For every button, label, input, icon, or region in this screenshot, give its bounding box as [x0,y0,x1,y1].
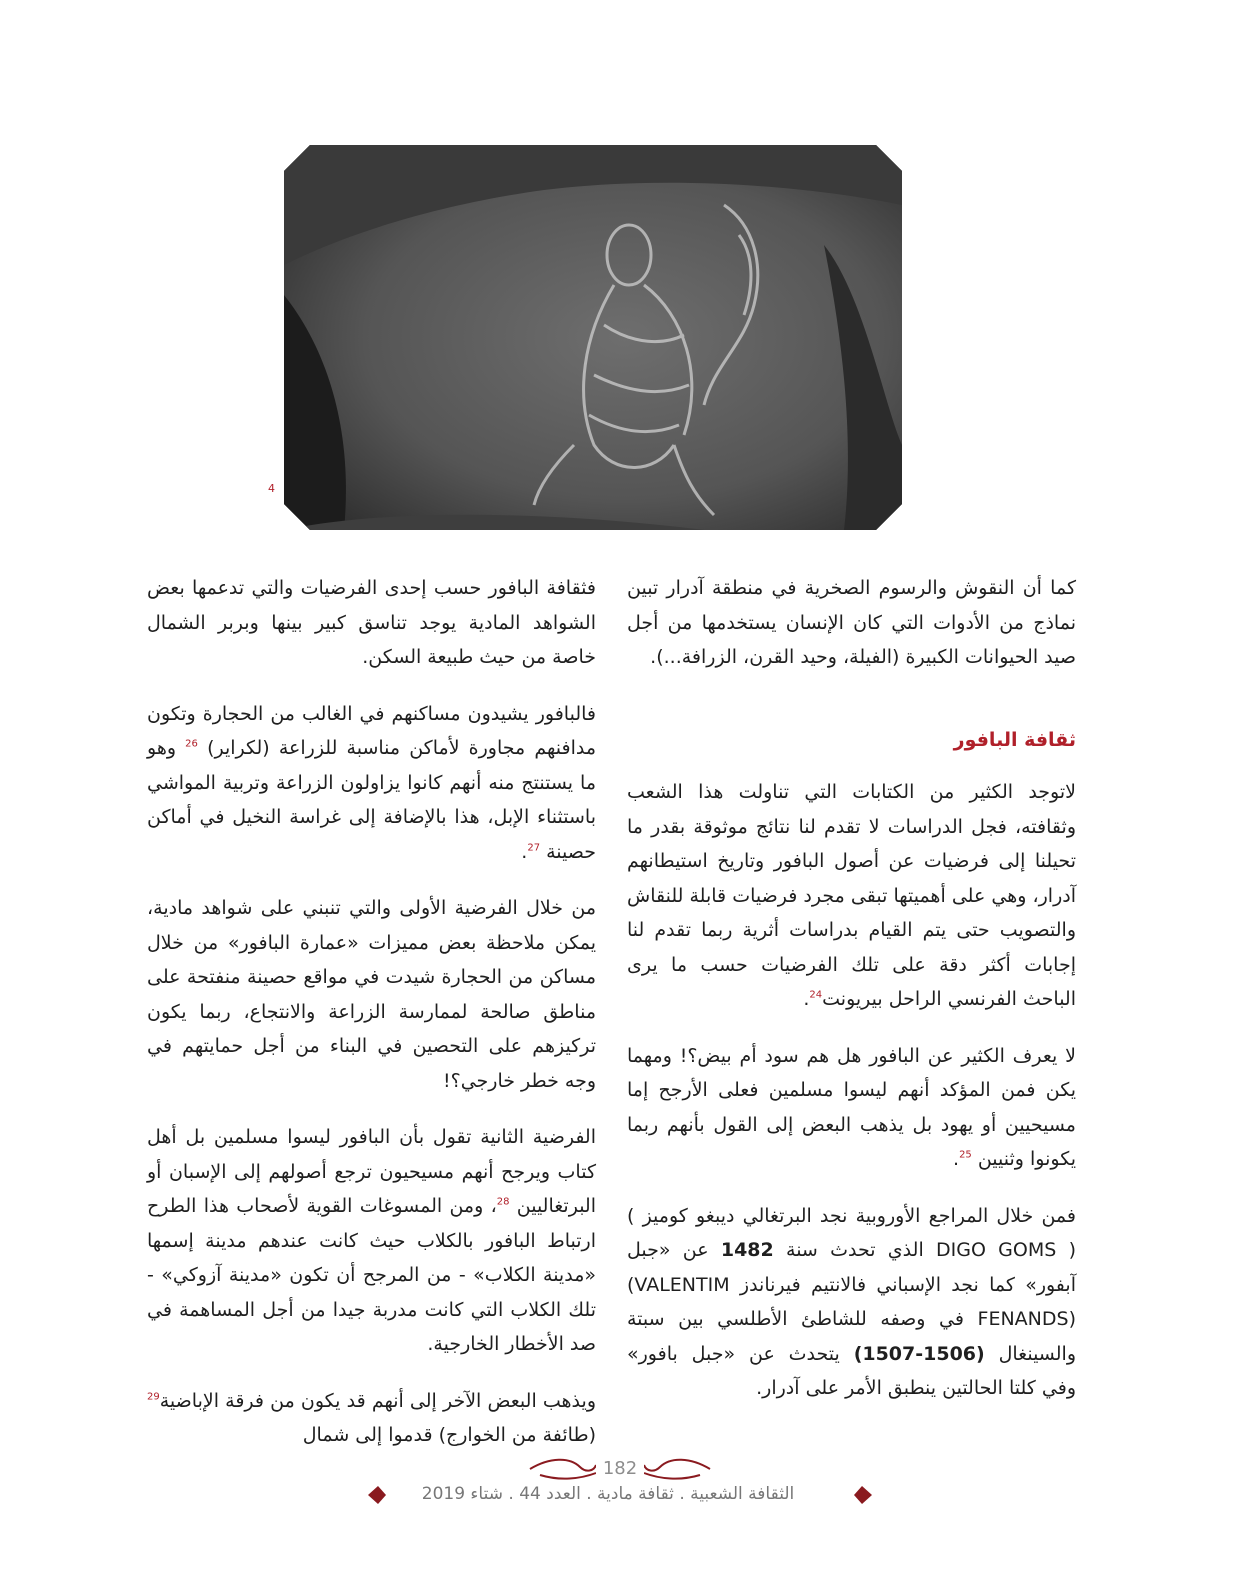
footnote-ref[interactable]: 24 [809,989,823,1001]
paragraph-text: فالبافور يشيدون مساكنهم في الغالب من الحجارة وتكون مدافنهم مجاورة لأماكن مناسبة للزراعة (لكراير) [147,702,597,759]
paragraph-text: (طائفة من الخوارج) قدموا إلى شمال [302,1424,596,1446]
footnote-ref[interactable]: 29 [147,1391,160,1403]
left-text-column [147,571,596,1475]
diamond-right-icon [854,1486,872,1504]
paragraph-text: يتحدث عن «جبل بافور» وفي كلتا الحالتين ينطبق الأمر على آدرار. [627,1342,1076,1399]
paragraph-text: فمن خلال المراجع الأوروبية نجد البرتغالي ديبغو كوميز [642,1204,1076,1227]
intro-paragraph [627,571,1076,675]
right-text-column [627,571,1076,1428]
footnote-ref[interactable]: 25 [959,1149,972,1161]
year: 1482 [720,1239,774,1261]
paragraph-text: ، ومن المسوغات القوية لأصحاب هذا الطرح ارتباط البافور بالكلاب حيث كانت عندهم مدينة إسمها «مدينة الكلاب» - من المرجح أن تكون «مدينة آزوكي» - تلك الكلاب التي كانت مدربة جيدا من أجل المساهمة في صد الأخطار الخارجية. [147,1195,596,1355]
rock-art-image [284,145,902,530]
footnote-ref[interactable]: 27 [527,842,541,854]
paragraph-text: الفرضية الثانية تقول بأن البافور ليسوا مسلمين بل أهل كتاب ويرجح أنهم مسيحيون ترجع أصولهم إلى الإسبان أو البرتغاليين [147,1126,596,1217]
latin-name: (VALENTIM FENANDS) [627,1273,1076,1330]
paragraph-text: لا يعرف الكثير عن البافور هل هم سود أم بيض؟! ومهما يكن فمن المؤكد أنهم ليسوا مسلمين فعلى الأرجح إما مسيحيين أو يهود بل يذهب البعض إلى القول بأنهم ربما يكونوا وثنيين [627,1044,1076,1170]
section-heading: ثقافة البافور [953,728,1076,751]
paragraph-text: في وصفه للشاطئ الأطلسي بين سبتة والسينغال [627,1308,1076,1365]
paragraph: من خلال الفرضية الأولى والتي تنبني على شواهد مادية، يمكن ملاحظة بعض مميزات «عمارة البافور» من خلال مساكن من الحجارة شيدت في مواقع حصينة منفتحة على مناطق صالحة لممارسة الزراعة والانتجاع، ربما يكون تركيزهم على التحصين في البناء من أجل حمايتهم في وجه خطر خارجي؟! [147,897,596,1092]
paragraph-text: لاتوجد الكثير من الكتابات التي تناولت هذا الشعب وثقافته، فجل الدراسات لا تقدم لنا نتائج موثوقة بقدر ما تحيلنا إلى فرضيات عن أصول البافور وتاريخ استيطانهم آدرار، وهي على أهميتها تبقى مجرد فرضيات قابلة للنقاش والتصويب حتى يتم القيام بدراسات أثرية ربما تقدم لنا إجابات أكثر دقة على تلك الفرضيات حسب ما يرى الباحث الفرنسي الراحل بيريونت [627,781,1076,1010]
intro-text: كما أن النقوش والرسوم الصخرية في منطقة آدرار تبين نماذج من الأدوات التي كان الإنسان يستخدمها من أجل صيد الحيوانات الكبيرة (الفيلة، وحيد القرن، الزرافة...). [627,577,1076,668]
latin-name: ( DIGO GOMS ) [627,1204,1076,1261]
paragraph-text: الذي تحدث سنة [786,1239,924,1261]
page-number: 182 [596,1459,644,1479]
paragraph [147,1120,596,1362]
paragraph-text: عن «جبل آبفور» كما نجد الإسباني فالانتيم فيرناندز [627,1239,1076,1296]
diamond-left-icon [368,1486,386,1504]
paragraph-text: وهو ما يستنتج منه أنهم كانوا يزاولون الزراعة وتربية المواشي باستثناء الإبل، هذا بالإضافة إلى غراسة النخيل في أماكن حصينة [147,737,596,863]
paragraph [147,1384,596,1453]
footnote-ref[interactable]: 28 [496,1196,510,1208]
years: (1507-1506) [853,1342,985,1365]
figure-number: 4 [268,482,275,495]
paragraph: لا يعرف الكثير عن البافور هل هم سود أم بيض؟! ومهما يكن فمن المؤكد أنهم ليسوا مسلمين فعلى الأرجح إما مسيحيين أو يهود بل يذهب البعض إلى القول بأنهم ربما يكونوا وثنيين $^{25}$. [627,1044,1076,1170]
paragraph: لاتوجد الكثير من الكتابات التي تناولت هذا الشعب وثقافته، فجل الدراسات لا تقدم لنا نتائج موثوقة بقدر ما تحيلنا إلى فرضيات عن أصول البافور وتاريخ استيطانهم آدرار، وهي على أهميتها تبقى مجرد فرضيات قابلة للنقاش والتصويب حتى يتم القيام بدراسات أثرية ربما تقدم لنا إجابات أكثر دقة على تلك الفرضيات حسب ما يرى الباحث الفرنسي الراحل بيريونت$^{24}$. [627,781,1076,1010]
paragraph [627,1199,1076,1406]
paragraph-text: ويذهب البعض الآخر إلى أنهم قد يكون من فرقة الإباضية [159,1389,596,1412]
rock-engraving-photo [284,145,902,530]
running-title: الثقافة الشعبية . ثقافة مادية . العدد 44 . شتاء 2019 [421,1484,795,1504]
paragraph: فالبافور يشيدون مساكنهم في الغالب من الحجارة وتكون مدافنهم مجاورة لأماكن مناسبة للزراعة (لكراير) $^{26}$ وهو ما يستنتج منه أنهم كانوا يزاولون الزراعة وتربية المواشي باستثناء الإبل، هذا بالإضافة إلى غراسة النخيل في أماكن حصينة $^{27}$. [147,702,597,863]
footnote-ref[interactable]: 26 [185,738,198,750]
paragraph: فثقافة البافور حسب إحدى الفرضيات والتي تدعمها بعض الشواهد المادية يوجد تناسق كبير بينها وبربر الشمال خاصة من حيث طبيعة السكن. [147,577,596,668]
